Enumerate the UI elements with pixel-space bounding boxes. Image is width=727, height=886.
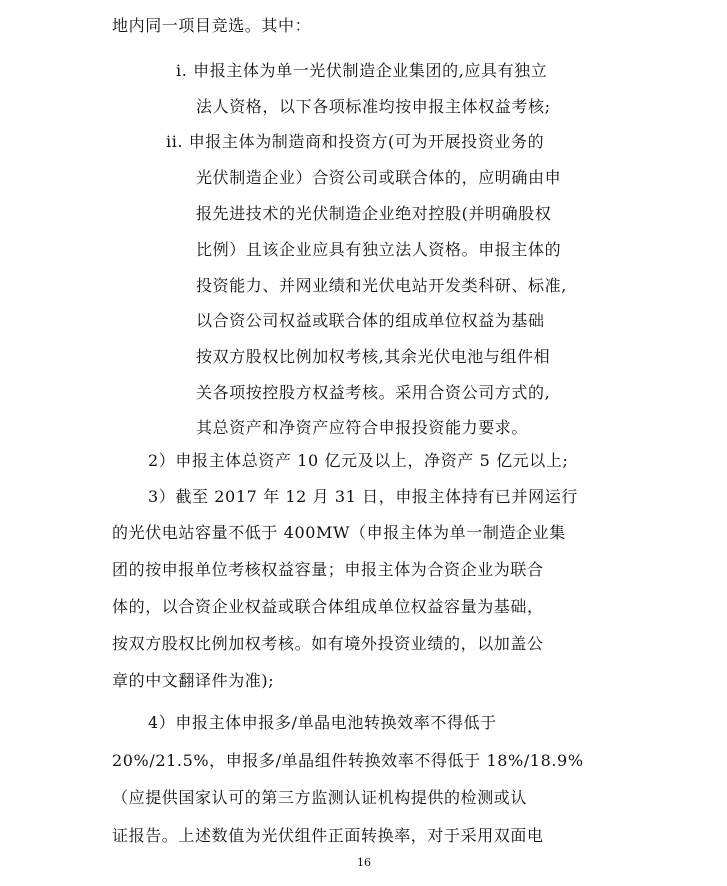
page-number: 16 [357,856,371,869]
text-line: 报先进技术的光伏制造企业绝对控股(并明确股权 [196,204,552,223]
text-line: 光伏制造企业）合资公司或联合体的，应明确由申 [196,168,562,187]
text-line: 地内同一项目竞选。其中： [112,16,312,35]
text-line: 20%/21.5%，申报多/单晶组件转换效率不得低于 18%/18.9% [112,751,584,770]
text-line: 关各项按控股方权益考核。采用合资公司方式的, [196,383,551,402]
text-line: 体的，以合资企业权益或联合体组成单位权益容量为基础， [112,597,544,616]
text-line: 按双方股权比例加权考核,其余光伏电池与组件相 [196,347,551,366]
text-line: 的光伏电站容量不低于 400MW（申报主体为单一制造企业集 [112,523,566,542]
text-line: 证报告。上述数值为光伏组件正面转换率，对于采用双面电 [112,826,544,845]
text-line: 其总资产和净资产应符合申报投资能力要求。 [196,418,529,437]
text-line: 章的中文翻译件为准); [112,671,275,690]
text-line: 投资能力、并网业绩和光伏电站开发类科研、标准, [196,276,567,295]
text-line: 法人资格，以下各项标准均按申报主体权益考核; [196,97,551,116]
text-line: （应提供国家认可的第三方监测认证机构提供的检测或认 [112,788,528,807]
text-line: 4）申报主体申报多/单晶电池转换效率不得低于 [148,713,497,732]
text-line: i. 申报主体为单一光伏制造企业集团的,应具有独立 [176,61,548,80]
text-line: 按双方股权比例加权考核。如有境外投资业绩的，以加盖公 [112,634,544,653]
text-line: 2）申报主体总资产 10 亿元及以上，净资产 5 亿元以上; [148,451,569,470]
text-line: 3）截至 2017 年 12 月 31 日，申报主体持有已并网运行 [148,487,578,506]
text-line: 比例）且该企业应具有独立法人资格。申报主体的 [196,240,562,259]
text-line: ii. 申报主体为制造商和投资方(可为开展投资业务的 [166,132,545,151]
text-line: 以合资公司权益或联合体的组成单位权益为基础 [196,311,545,330]
text-line: 团的按申报单位考核权益容量；申报主体为合资企业为联合 [112,560,544,579]
